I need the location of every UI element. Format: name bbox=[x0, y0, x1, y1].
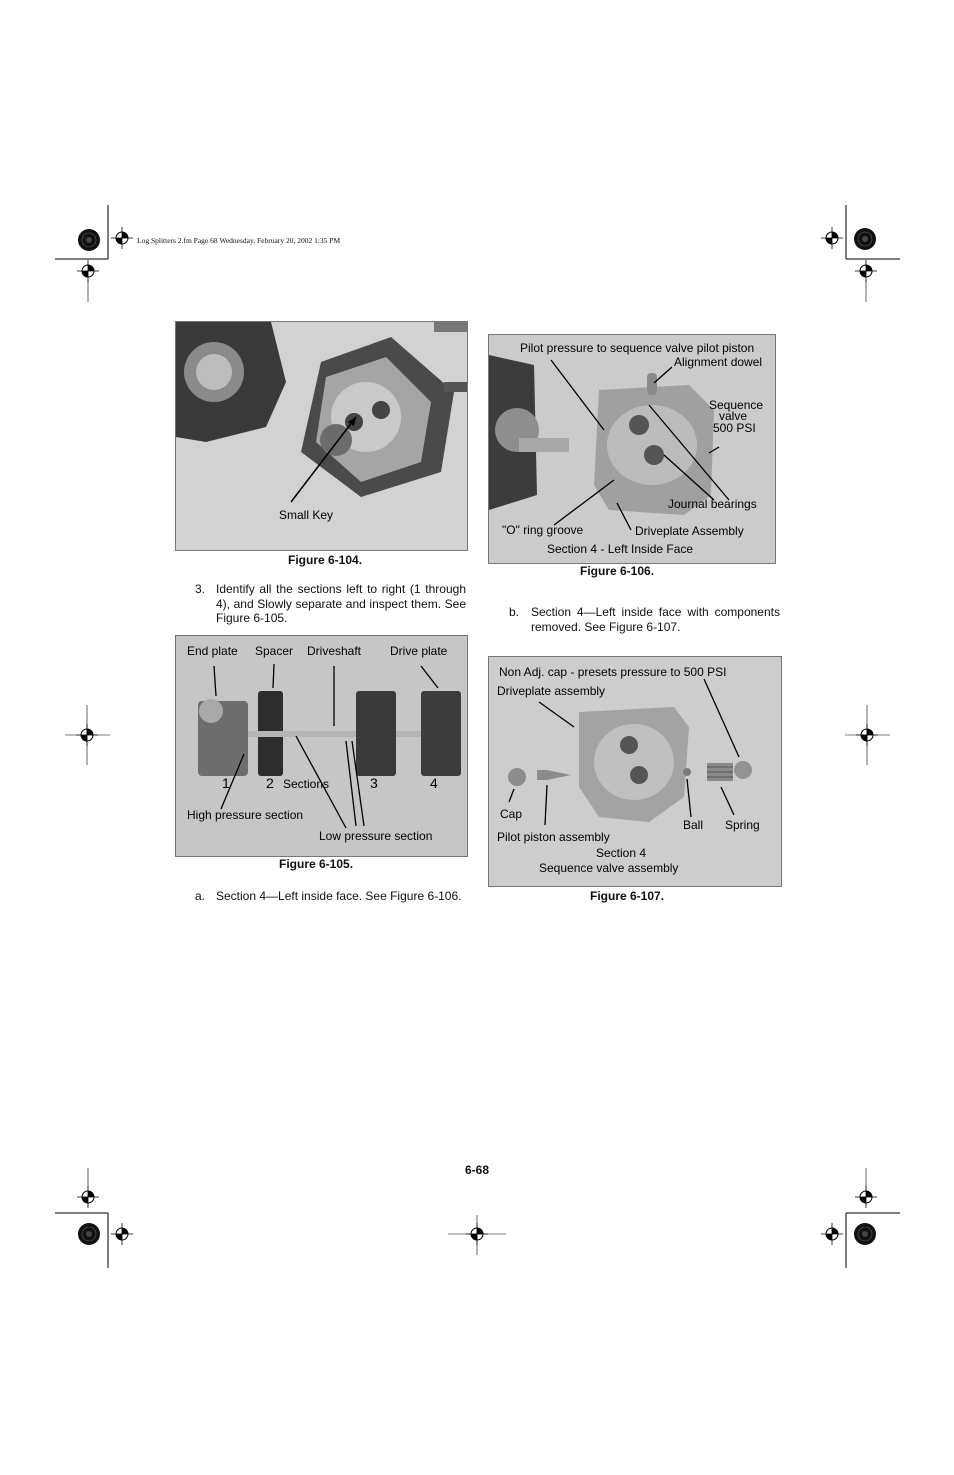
label-small-key: Small Key bbox=[279, 508, 334, 522]
step-3 bbox=[195, 582, 466, 626]
figure-6-106-caption: Figure 6-106. bbox=[580, 564, 655, 578]
label-sequence: Sequence bbox=[709, 398, 764, 412]
label-low-pressure-section: Low pressure section bbox=[319, 829, 433, 843]
label-sections: Sections bbox=[283, 777, 330, 791]
label-section-4: Section 4 bbox=[596, 846, 647, 860]
label-section-1: 1 bbox=[222, 775, 230, 791]
label-spacer: Spacer bbox=[255, 644, 294, 658]
label-pilot-piston-assembly: Pilot piston assembly bbox=[497, 830, 610, 844]
step-3-text: Identify all the sections left to right (1 through 4), and Slowly separate and inspect them. See Figure 6-105. bbox=[216, 582, 466, 625]
label-non-adj-cap: Non Adj. cap - presets pressure to 500 PSI bbox=[499, 665, 727, 679]
step-b bbox=[509, 605, 780, 635]
label-500-psi: 500 PSI bbox=[713, 421, 756, 435]
label-driveplate-assembly: Driveplate Assembly bbox=[635, 524, 744, 538]
label-drive-plate: Drive plate bbox=[390, 644, 448, 658]
label-alignment-dowel: Alignment dowel bbox=[674, 355, 763, 369]
step-b-letter: b. bbox=[509, 605, 520, 619]
label-ball: Ball bbox=[683, 818, 704, 832]
label-valve: valve bbox=[719, 409, 748, 423]
label-section-2: 2 bbox=[266, 775, 274, 791]
label-o-ring-groove: "O" ring groove bbox=[502, 523, 584, 537]
page-number: 6-68 bbox=[465, 1163, 490, 1177]
figure-6-106-photo bbox=[488, 334, 776, 564]
figure-6-105-caption: Figure 6-105. bbox=[279, 857, 354, 871]
figure-6-105-photo bbox=[175, 635, 468, 857]
label-driveplate-assembly: Driveplate assembly bbox=[497, 684, 606, 698]
figure-6-107-photo bbox=[488, 656, 782, 887]
label-section-3: 3 bbox=[370, 775, 378, 791]
label-driveshaft: Driveshaft bbox=[307, 644, 362, 658]
figure-6-104-caption: Figure 6-104. bbox=[288, 553, 363, 567]
step-a-text: Section 4—Left inside face. See Figure 6-106. bbox=[216, 889, 462, 903]
step-3-number: 3. bbox=[195, 582, 206, 596]
sections-photo-illustration bbox=[176, 636, 467, 856]
label-sequence-valve-assembly: Sequence valve assembly bbox=[539, 861, 679, 875]
figure-6-107-caption: Figure 6-107. bbox=[590, 889, 665, 903]
label-section4-left-inside-face: Section 4 - Left Inside Face bbox=[547, 542, 694, 556]
file-header: Log Splitters 2.fm Page 68 Wednesday, February 20, 2002 1:35 PM bbox=[137, 236, 341, 245]
step-a-letter: a. bbox=[195, 889, 206, 903]
label-end-plate: End plate bbox=[187, 644, 238, 658]
step-b-text: Section 4—Left inside face with components removed. See Figure 6-107. bbox=[531, 605, 780, 634]
label-cap: Cap bbox=[500, 807, 523, 821]
figure-6-104-photo bbox=[175, 321, 468, 551]
step-a bbox=[195, 889, 466, 904]
label-journal-bearings: Journal bearings bbox=[668, 497, 757, 511]
label-spring: Spring bbox=[725, 818, 760, 832]
label-pilot-pressure: Pilot pressure to sequence valve pilot piston bbox=[520, 341, 755, 355]
label-section-4: 4 bbox=[430, 775, 438, 791]
label-high-pressure-section: High pressure section bbox=[187, 808, 304, 822]
